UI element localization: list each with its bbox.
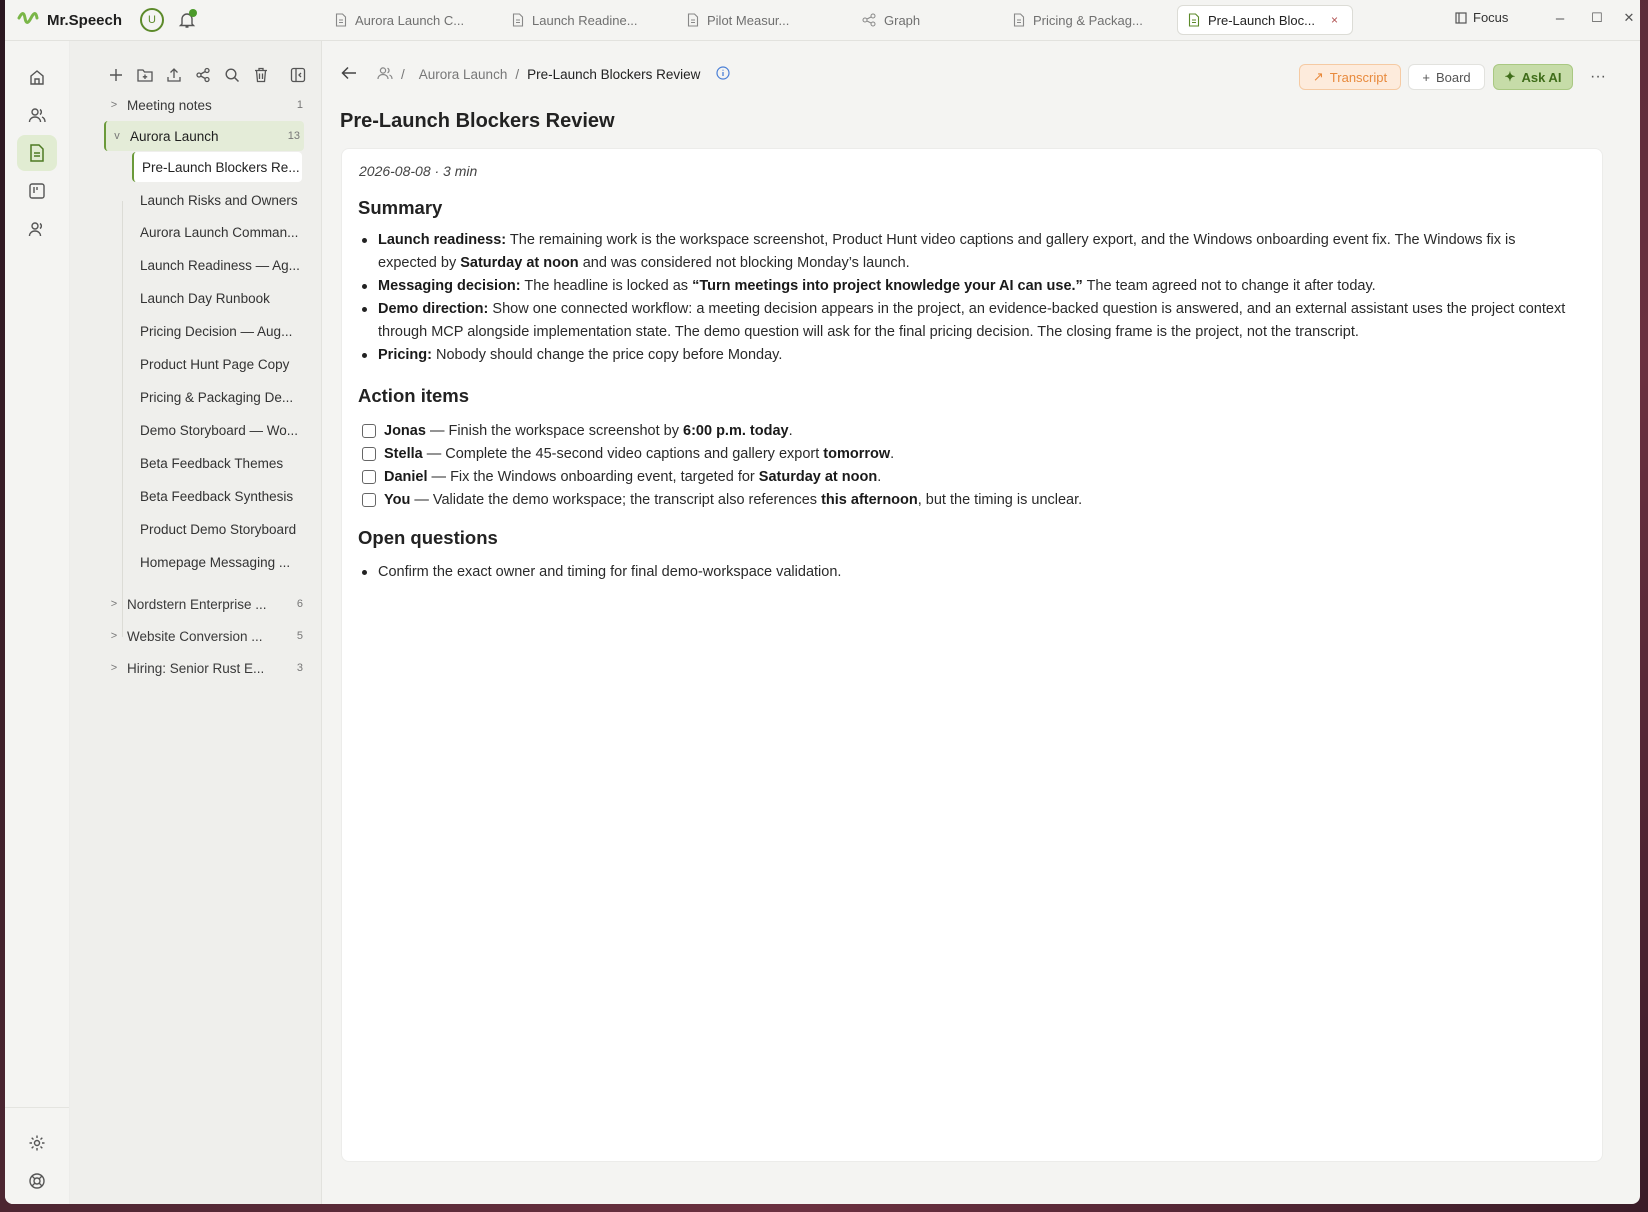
summary-item-text: Show one connected workflow: a meeting decision appears in the project, an evidence-backed question is answered, and an external assistant uses the project context through MCP alongside implementation state. The demo question will ask for the final pricing decision. The closing frame is the project, not the transcript. (378, 301, 1566, 340)
action-item-text (384, 469, 881, 485)
document-icon (335, 13, 347, 27)
action-items-list (362, 419, 1562, 511)
sidebar-doc[interactable]: Demo Storyboard — Wo... (140, 422, 299, 438)
chevron-down-icon: v (114, 130, 120, 142)
summary-item (358, 298, 1573, 344)
rail-contacts[interactable] (17, 211, 57, 247)
project-people-icon (377, 66, 393, 83)
document-icon (687, 13, 699, 27)
open-questions-heading: Open questions (358, 527, 498, 548)
action-item-body: — Complete the 45-second video captions and gallery export (422, 445, 824, 462)
sidebar-doc[interactable]: Product Demo Storyboard (140, 521, 297, 537)
action-item-emphasis: 6:00 p.m. today (683, 422, 789, 439)
board-label: Board (1435, 69, 1471, 85)
breadcrumb-current: Pre-Launch Blockers Review (527, 67, 701, 82)
chevron-right-icon: > (110, 662, 118, 674)
summary-list (358, 229, 1573, 367)
focus-button[interactable] (1455, 10, 1508, 25)
action-item-emphasis: tomorrow (823, 445, 891, 462)
summary-item-label: Pricing: (378, 347, 432, 363)
group-label: Website Conversion ... (127, 628, 263, 644)
group-aurora-launch[interactable] (104, 121, 304, 151)
page-title: Pre-Launch Blockers Review (340, 110, 615, 132)
rail-divider (5, 1107, 69, 1108)
content-toolbar (331, 62, 1620, 92)
document-icon (29, 144, 45, 162)
board-icon (28, 182, 46, 200)
share-icon[interactable] (194, 66, 212, 84)
document-icon (512, 13, 524, 27)
assignee: You (384, 491, 411, 508)
sidebar-doc[interactable]: Launch Readiness — Ag... (140, 257, 300, 273)
app-window (5, 0, 1640, 1204)
sparkle-icon: ✦ (1504, 69, 1516, 84)
open-questions-list (358, 561, 1573, 584)
logo-icon (17, 10, 39, 31)
group-website-conversion[interactable] (107, 621, 307, 651)
board-button[interactable] (1408, 64, 1485, 90)
summary-item-text: and was considered not blocking Monday’s launch. (578, 255, 910, 271)
summary-item-label: Demo direction: (378, 301, 489, 317)
sidebar-doc[interactable]: Beta Feedback Themes (140, 455, 284, 471)
rail-people[interactable] (17, 97, 57, 133)
help-lifebuoy-icon (28, 1172, 46, 1190)
trash-icon[interactable] (252, 66, 270, 84)
transcript-button[interactable] (1299, 64, 1401, 90)
action-item-emphasis: Saturday at noon (758, 468, 878, 485)
action-item (362, 442, 1562, 465)
action-item-body: . (788, 422, 793, 439)
ask-ai-button[interactable] (1493, 64, 1573, 90)
brand (17, 8, 196, 32)
group-label: Aurora Launch (130, 128, 219, 144)
breadcrumb (341, 66, 730, 83)
summary-item (358, 344, 1573, 367)
group-label: Meeting notes (127, 97, 212, 113)
rail-help[interactable] (17, 1163, 57, 1199)
chevron-right-icon: > (110, 99, 118, 111)
group-meeting-notes[interactable] (107, 90, 307, 120)
tab-label: Pilot Measur... (707, 12, 790, 28)
chevron-right-icon: > (110, 598, 118, 610)
focus-label: Focus (1473, 10, 1509, 25)
transcript-label: Transcript (1329, 69, 1388, 85)
sidebar-doc[interactable]: Homepage Messaging ... (140, 554, 291, 570)
action-item (362, 465, 1562, 488)
document-icon (1188, 13, 1200, 27)
assignee: Jonas (384, 422, 426, 439)
tab-label: Launch Readine... (532, 12, 638, 28)
group-nordstern-enterprise[interactable] (107, 589, 307, 619)
tab-aurora-launch[interactable] (325, 8, 474, 32)
app-name: Mr.Speech (47, 11, 123, 29)
tab-launch-readiness[interactable] (502, 8, 648, 32)
sidebar-doc[interactable]: Pricing & Packaging De... (140, 389, 294, 405)
action-item-body: — Finish the workspace screenshot by (425, 422, 684, 439)
icon-rail (5, 41, 70, 1204)
action-item-body: , but the timing is unclear. (917, 491, 1083, 508)
group-count: 5 (296, 630, 303, 642)
summary-item-label: Launch readiness: (378, 232, 507, 248)
tab-label: Graph (884, 12, 921, 28)
action-item-emphasis: this afternoon (821, 491, 918, 508)
breadcrumb-parent[interactable]: Aurora Launch (418, 67, 508, 82)
action-item-text (384, 423, 793, 439)
minimize-button[interactable]: – (1555, 10, 1565, 27)
action-item-body: . (877, 468, 882, 485)
task-checkbox[interactable] (362, 424, 376, 438)
close-window-button[interactable]: ✕ (1623, 10, 1635, 25)
rail-settings[interactable] (17, 1125, 57, 1161)
search-icon[interactable] (223, 66, 241, 84)
group-count: 3 (296, 662, 303, 674)
maximize-button[interactable]: ☐ (1591, 10, 1603, 25)
document-card (341, 148, 1603, 1162)
assignee: Stella (384, 445, 423, 462)
group-count: 13 (287, 130, 300, 142)
summary-item (358, 275, 1573, 298)
tab-pilot-measurement[interactable] (677, 8, 799, 32)
home-icon (28, 68, 46, 86)
action-item-body: — Validate the demo workspace; the transcript also references (410, 491, 822, 508)
project-sidebar (70, 41, 322, 1204)
sidebar-doc[interactable]: Aurora Launch Comman... (140, 224, 299, 240)
rail-home[interactable] (17, 59, 57, 95)
notification-dot (189, 9, 197, 17)
people-icon (28, 106, 46, 124)
tab-pre-launch-blockers[interactable] (1177, 5, 1353, 35)
action-item-text (384, 446, 894, 462)
summary-heading: Summary (358, 197, 443, 218)
tree-guide-line (122, 201, 123, 637)
group-label: Nordstern Enterprise ... (127, 596, 267, 612)
tab-label: Pre-Launch Bloc... (1208, 12, 1315, 28)
sidebar-doc[interactable]: Launch Day Runbook (140, 290, 270, 306)
sidebar-toolbar (107, 66, 307, 84)
more-options-icon[interactable]: ··· (1590, 68, 1606, 85)
tab-label: Pricing & Packag... (1033, 12, 1143, 28)
summary-item-emphasis: “Turn meetings into project knowledge your AI can use.” (692, 278, 1083, 294)
breadcrumb-sep: / (515, 67, 520, 82)
sidebar-doc[interactable]: Beta Feedback Synthesis (140, 488, 294, 504)
action-item-text (384, 492, 1082, 508)
group-count: 1 (296, 99, 303, 111)
ask-ai-label: Ask AI (1521, 69, 1562, 85)
sidebar-doc[interactable]: Product Hunt Page Copy (140, 356, 290, 372)
summary-item-text: The headline is locked as (520, 278, 693, 294)
assignee: Daniel (384, 468, 428, 485)
add-icon[interactable] (107, 66, 125, 84)
tab-pricing-packaging[interactable] (1003, 8, 1153, 32)
document-icon (1013, 13, 1025, 27)
action-item (362, 488, 1562, 511)
graph-icon (862, 13, 876, 27)
plus-icon: + (1422, 69, 1430, 85)
summary-item (358, 229, 1573, 275)
action-item-body: . (890, 445, 895, 462)
action-item (362, 419, 1562, 442)
task-checkbox[interactable] (362, 447, 376, 461)
collapse-sidebar-icon[interactable] (289, 66, 307, 84)
summary-item-label: Messaging decision: (378, 278, 521, 294)
gear-icon (28, 1134, 46, 1152)
arrow-up-right-icon: ↗ (1312, 69, 1324, 84)
contacts-icon (28, 220, 46, 238)
rail-board[interactable] (17, 173, 57, 209)
title-bar (5, 0, 1640, 41)
group-hiring-rust[interactable] (107, 653, 307, 683)
upload-icon[interactable] (165, 66, 183, 84)
notifications-bell-icon[interactable] (178, 11, 196, 29)
group-label: Hiring: Senior Rust E... (127, 660, 265, 676)
document-meta: 2026-08-08 · 3 min (359, 163, 478, 179)
sidebar-doc-pre-launch-blockers[interactable]: Pre-Launch Blockers Re... (132, 152, 302, 182)
sidebar-doc[interactable]: Pricing Decision — Aug... (140, 323, 293, 339)
chevron-right-icon: > (110, 630, 118, 642)
action-item-body: — Fix the Windows onboarding event, targeted for (427, 468, 759, 485)
task-checkbox[interactable] (362, 470, 376, 484)
summary-item-text: The remaining work is the workspace screenshot, Product Hunt video captions and gallery export, and the Windows onboarding event fix. The Windows fix is expected by (378, 232, 1516, 271)
task-checkbox[interactable] (362, 493, 376, 507)
action-items-heading: Action items (358, 385, 470, 406)
user-avatar[interactable]: U (140, 8, 164, 32)
sidebar-doc[interactable]: Launch Risks and Owners (140, 192, 298, 208)
tab-graph[interactable] (852, 8, 930, 32)
tab-close-icon[interactable]: × (1330, 13, 1338, 27)
group-count: 6 (296, 598, 303, 610)
summary-item-text: Nobody should change the price copy before Monday. (431, 347, 783, 363)
summary-item-emphasis: Saturday at noon (460, 255, 579, 271)
tab-label: Aurora Launch C... (355, 12, 465, 28)
new-folder-icon[interactable] (136, 66, 154, 84)
back-arrow-icon[interactable] (341, 66, 357, 83)
focus-icon (1455, 12, 1467, 24)
summary-item-text: The team agreed not to change it after today. (1082, 278, 1376, 294)
breadcrumb-sep: / (401, 67, 405, 82)
rail-documents[interactable] (17, 135, 57, 171)
info-icon[interactable] (716, 66, 730, 83)
question-item: Confirm the exact owner and timing for final demo-workspace validation. (358, 561, 1573, 584)
